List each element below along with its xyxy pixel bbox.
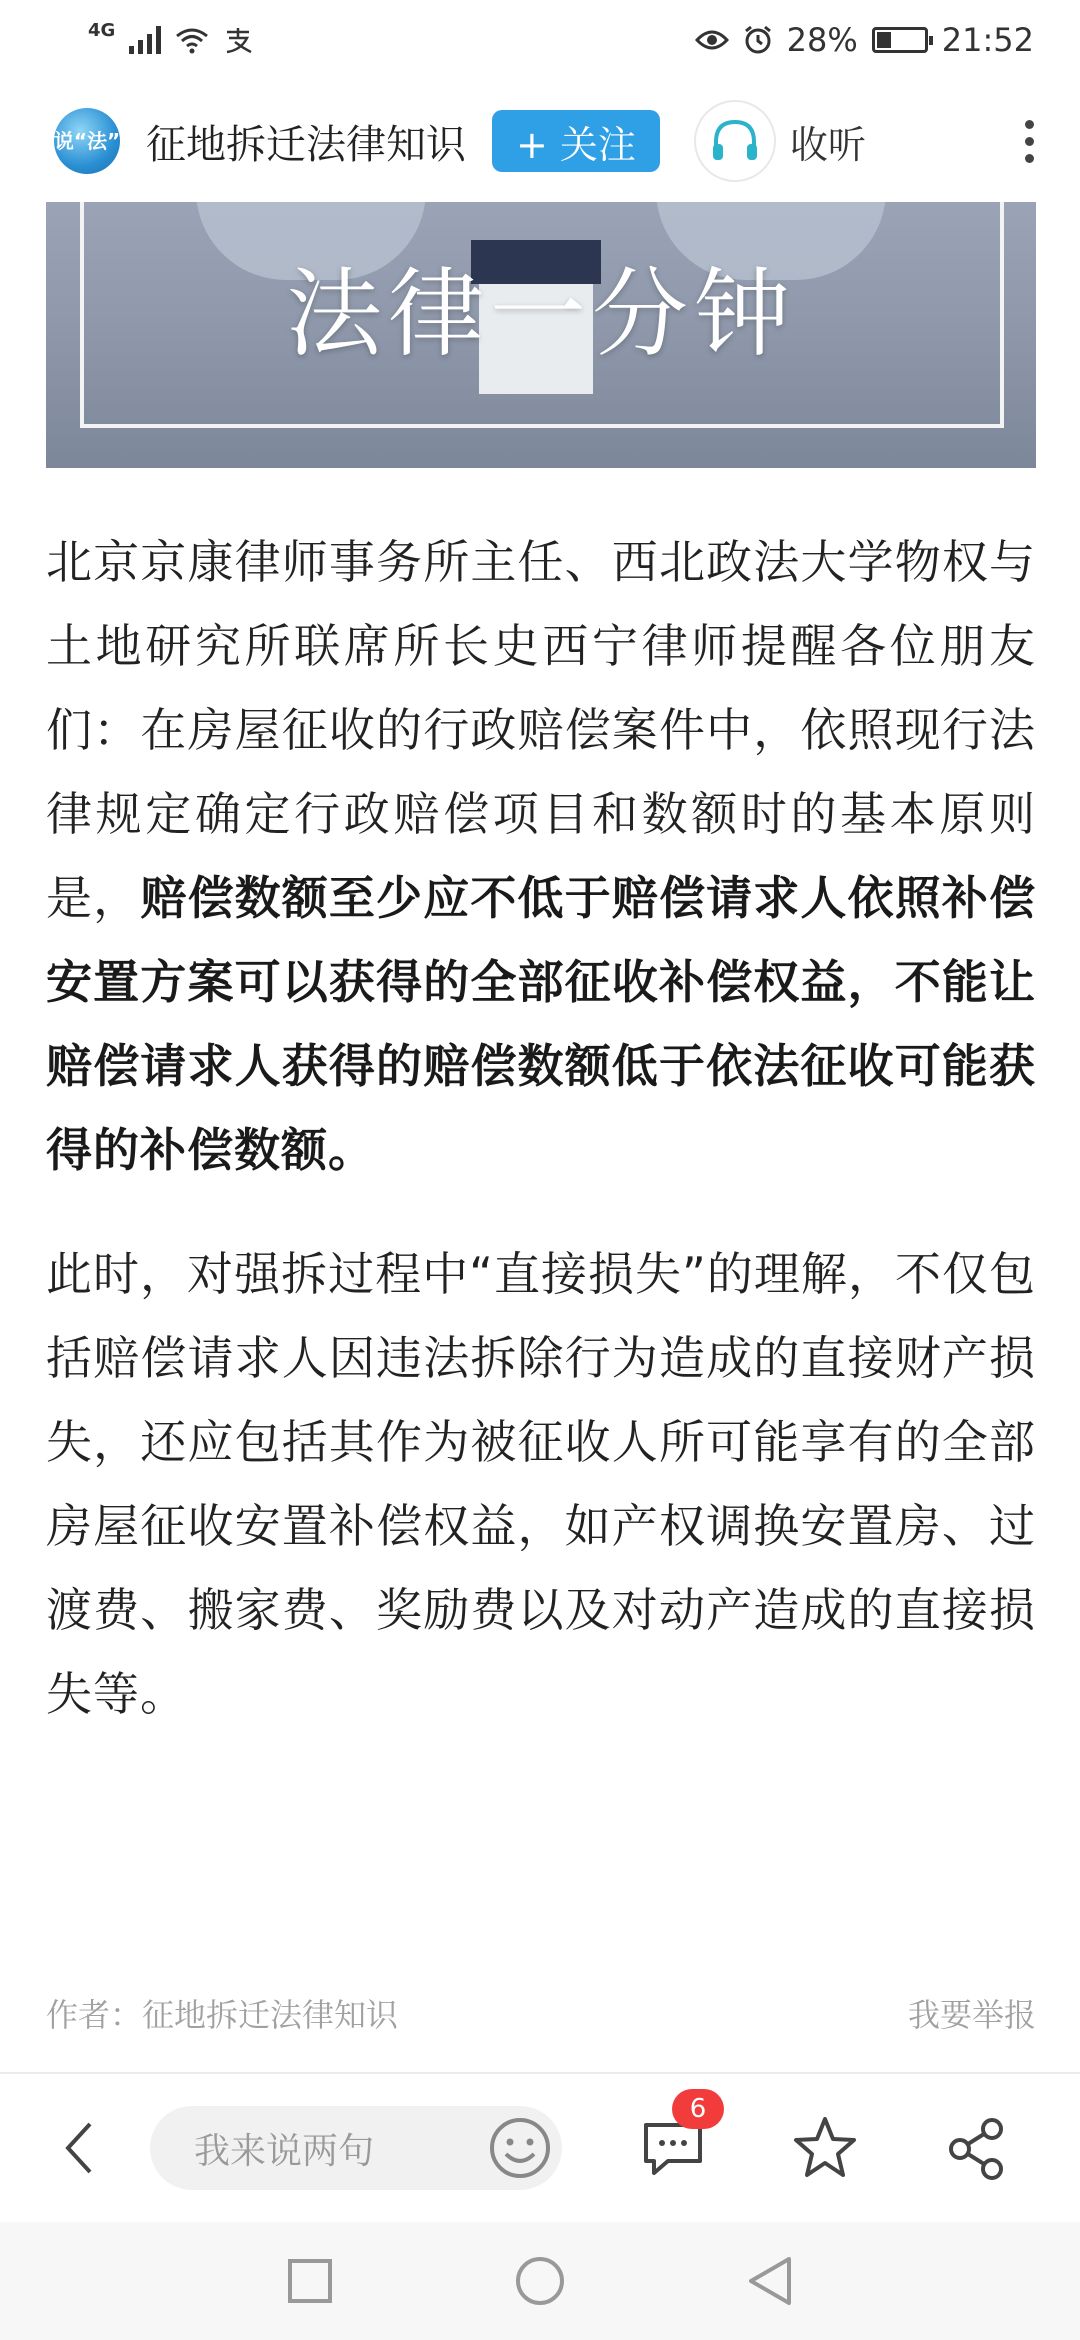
paragraph-1 <box>46 520 1036 1192</box>
report-link[interactable]: 我要举报 <box>907 1996 1036 2034</box>
back-button[interactable] <box>64 2118 104 2178</box>
comment-placeholder: 我来说两句 <box>194 2130 375 2172</box>
paragraph-1-text: 北京京康律师事务所主任、西北政法大学物权与土地研究所联席所长史西宁律师提醒各位朋友们：在房屋征收的行政赔偿案件中，依照现行法律规定确定行政赔偿项目和数额时的基本原则是， <box>46 535 1036 925</box>
bottom-action-bar <box>0 2072 1080 2222</box>
alipay-icon <box>223 26 253 54</box>
channel-avatar[interactable]: 说“法” <box>54 108 120 174</box>
home-icon[interactable] <box>514 2255 566 2307</box>
banner-title: 法律一分钟 <box>286 258 796 370</box>
status-left <box>88 19 253 54</box>
wifi-icon <box>175 26 209 54</box>
share-button[interactable] <box>942 2113 1012 2183</box>
vertical-dots-icon[interactable] <box>1025 120 1034 163</box>
headphone-icon-wrap <box>694 100 776 182</box>
smiley-icon[interactable] <box>488 2116 552 2180</box>
author-label: 作者：征地拆迁法律知识 <box>46 1996 399 2034</box>
system-navigation-bar <box>0 2222 1080 2340</box>
alarm-icon <box>743 25 773 55</box>
battery-percent: 28% <box>786 21 858 59</box>
listen-button[interactable] <box>694 100 866 182</box>
paragraph-1-bold: 赔偿数额至少应不低于赔偿请求人依照补偿安置方案可以获得的全部征收补偿权益，不能让赔偿请求人获得的赔偿数额低于依法征收可能获得的补偿数额。 <box>46 871 1037 1177</box>
article-header <box>0 80 1080 202</box>
article-meta <box>46 1990 1036 2036</box>
chevron-left-icon <box>64 2120 94 2176</box>
listen-label: 收听 <box>789 122 866 167</box>
article-banner-image <box>46 200 1036 468</box>
clock: 21:52 <box>941 21 1034 59</box>
signal-icon <box>129 26 161 54</box>
back-triangle-icon[interactable] <box>747 2255 793 2307</box>
comment-input[interactable] <box>150 2106 562 2190</box>
network-type: 4G <box>88 19 116 41</box>
battery-icon <box>872 27 928 53</box>
share-icon <box>942 2113 1012 2183</box>
headphone-icon <box>710 118 760 164</box>
follow-button[interactable]: + 关注 <box>492 110 660 172</box>
paragraph-2: 此时，对强拆过程中“直接损失”的理解，不仅包括赔偿请求人因违法拆除行为造成的直接财产损失，还应包括其作为被征收人所可能享有的全部房屋征收安置补偿权益，如产权调换安置房、过渡费、搬家费、奖励费以及对动产造成的直接损失等。 <box>46 1247 1036 1721</box>
favorite-button[interactable] <box>790 2113 860 2183</box>
eye-icon <box>695 28 729 52</box>
channel-name[interactable]: 征地拆迁法律知识 <box>146 121 466 168</box>
status-right <box>695 21 1034 59</box>
comments-button[interactable] <box>638 2094 708 2183</box>
comment-count-badge: 6 <box>672 2089 724 2129</box>
recent-apps-icon[interactable] <box>287 2258 333 2304</box>
status-bar <box>0 0 1080 80</box>
star-icon <box>790 2113 860 2183</box>
article-body <box>46 520 1036 1776</box>
